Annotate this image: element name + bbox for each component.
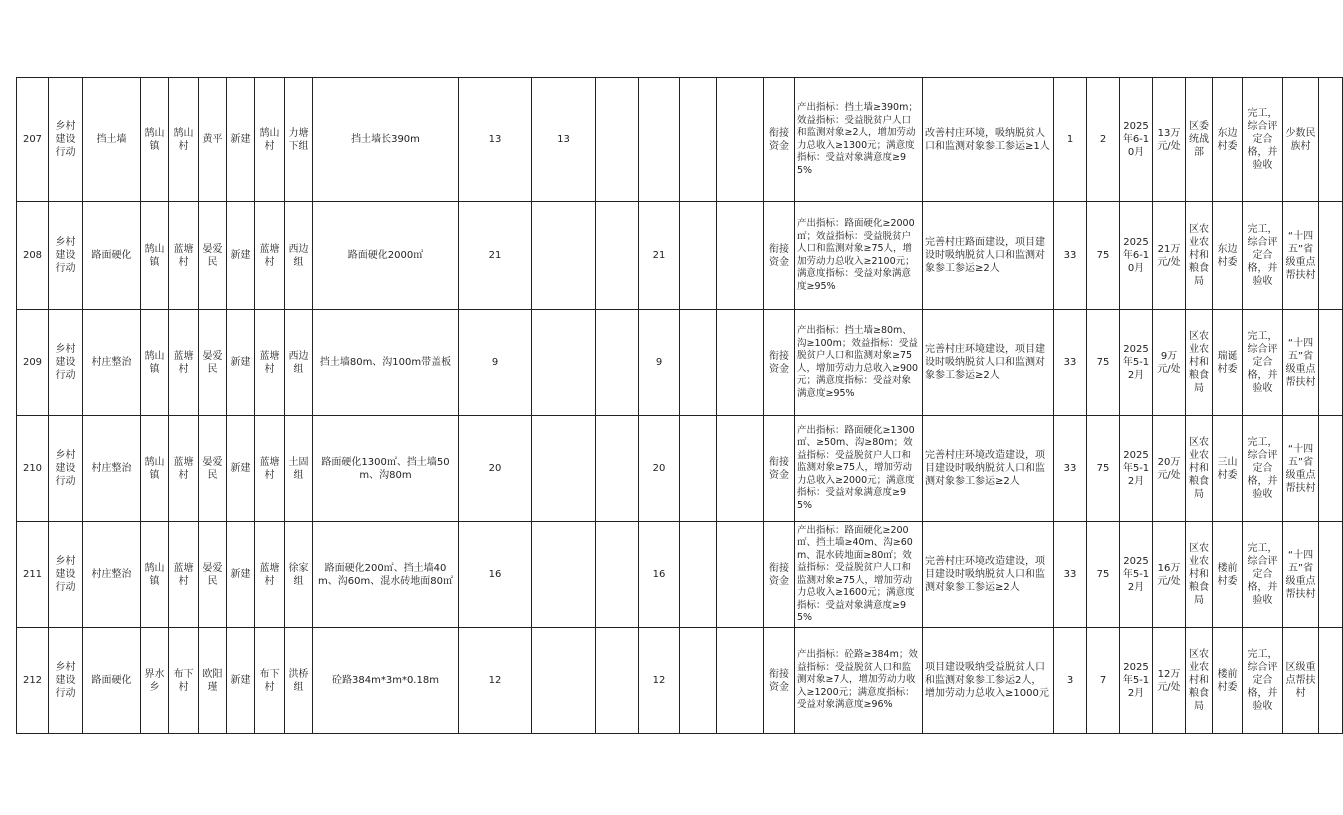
total-investment-cell: 12 [459, 628, 532, 734]
fund-col-2-cell [596, 310, 639, 416]
note-cell: “十四五”省级重点帮扶村 [1283, 310, 1319, 416]
location-village-cell: 蓝塘村 [255, 202, 285, 310]
fund-col-3-cell [639, 78, 680, 202]
fund-col-5-cell [717, 310, 764, 416]
fund-col-3-cell: 20 [639, 416, 680, 522]
row-number: 207 [17, 78, 49, 202]
responsible-person-cell: 晏爱民 [199, 416, 227, 522]
fund-source-cell: 衔接资金 [764, 628, 795, 734]
fund-col-4-cell [680, 310, 717, 416]
responsible-person-cell: 晏爱民 [199, 310, 227, 416]
period-cell: 2025年5-12月 [1120, 416, 1153, 522]
acceptance-cell: 完工，综合评定合格，并验收 [1243, 416, 1283, 522]
project-type-cell: 路面硬化 [83, 202, 141, 310]
note-cell: “十四五”省级重点帮扶村 [1283, 202, 1319, 310]
fund-col-2-cell [596, 628, 639, 734]
subsidy-standard-cell: 12万元/处 [1153, 628, 1186, 734]
table-row [17, 78, 1343, 202]
performance-indicators-cell: 产出指标：路面硬化≥2000㎡；效益指标：受益脱贫户人口和监测对象≥75人，增加劳动力总收入≥2100元；满意度指标：受益对象满意度≥95% [795, 202, 923, 310]
fund-col-5-cell [717, 78, 764, 202]
fund-col-5-cell [717, 522, 764, 628]
location-group-cell: 西边组 [285, 202, 313, 310]
location-village-cell: 蓝塘村 [255, 416, 285, 522]
responsible-person-cell: 晏爱民 [199, 522, 227, 628]
table-row [17, 628, 1343, 734]
empty-cell [1319, 310, 1343, 416]
location-group-cell: 西边组 [285, 310, 313, 416]
fund-col-2-cell [596, 416, 639, 522]
village-cell: 蓝塘村 [169, 416, 199, 522]
fund-col-4-cell [680, 522, 717, 628]
location-village-cell: 蓝塘村 [255, 522, 285, 628]
fund-col-4-cell [680, 628, 717, 734]
table-row [17, 202, 1343, 310]
fund-col-3-cell: 9 [639, 310, 680, 416]
subsidy-standard-cell: 21万元/处 [1153, 202, 1186, 310]
fund-col-1-cell: 13 [532, 78, 596, 202]
persons-cell: 75 [1087, 310, 1120, 416]
benefit-mechanism-cell: 完善村庄环境改造建设，项目建设时吸纳脱贫人口和监测对象参工参运≥2人 [923, 522, 1054, 628]
empty-cell [1319, 416, 1343, 522]
fund-col-2-cell [596, 202, 639, 310]
subsidy-standard-cell: 13万元/处 [1153, 78, 1186, 202]
village-cell: 布下村 [169, 628, 199, 734]
town-cell: 鹄山镇 [141, 78, 169, 202]
category-cell: 乡村建设行动 [49, 522, 83, 628]
fund-col-3-cell: 21 [639, 202, 680, 310]
subsidy-standard-cell: 16万元/处 [1153, 522, 1186, 628]
acceptance-cell: 完工，综合评定合格，并验收 [1243, 628, 1283, 734]
households-cell: 1 [1054, 78, 1087, 202]
build-nature-cell: 新建 [227, 416, 255, 522]
households-cell: 3 [1054, 628, 1087, 734]
implementer-cell: 东边村委 [1213, 78, 1243, 202]
location-group-cell: 洪桥组 [285, 628, 313, 734]
location-village-cell: 鹄山村 [255, 78, 285, 202]
performance-indicators-cell: 产出指标：路面硬化≥200㎡、挡土墙≥40m、沟≥60m、混水砖地面≥80㎡；效益指标：受益脱贫户人口和监测对象≥75人，增加劳动力总收入≥1600元；满意度指标：受益对象满意度≥95% [795, 522, 923, 628]
total-investment-cell: 13 [459, 78, 532, 202]
implementer-cell: 东边村委 [1213, 202, 1243, 310]
project-type-cell: 路面硬化 [83, 628, 141, 734]
empty-cell [1319, 78, 1343, 202]
total-investment-cell: 21 [459, 202, 532, 310]
fund-col-2-cell [596, 522, 639, 628]
fund-source-cell: 衔接资金 [764, 78, 795, 202]
fund-col-4-cell [680, 202, 717, 310]
fund-col-1-cell [532, 522, 596, 628]
persons-cell: 2 [1087, 78, 1120, 202]
total-investment-cell: 16 [459, 522, 532, 628]
construction-content-cell: 路面硬化2000㎡ [313, 202, 459, 310]
town-cell: 鹄山镇 [141, 522, 169, 628]
subsidy-standard-cell: 9万元/处 [1153, 310, 1186, 416]
fund-col-3-cell: 12 [639, 628, 680, 734]
fund-col-4-cell [680, 78, 717, 202]
implementer-cell: 楼前村委 [1213, 628, 1243, 734]
table-row [17, 522, 1343, 628]
fund-col-4-cell [680, 416, 717, 522]
subsidy-standard-cell: 20万元/处 [1153, 416, 1186, 522]
build-nature-cell: 新建 [227, 522, 255, 628]
period-cell: 2025年5-12月 [1120, 628, 1153, 734]
category-cell: 乡村建设行动 [49, 202, 83, 310]
category-cell: 乡村建设行动 [49, 416, 83, 522]
persons-cell: 75 [1087, 416, 1120, 522]
empty-cell [1319, 522, 1343, 628]
village-cell: 蓝塘村 [169, 202, 199, 310]
department-cell: 区农业农村和粮食局 [1186, 628, 1213, 734]
persons-cell: 7 [1087, 628, 1120, 734]
fund-source-cell: 衔接资金 [764, 416, 795, 522]
location-village-cell: 蓝塘村 [255, 310, 285, 416]
project-type-cell: 村庄整治 [83, 310, 141, 416]
benefit-mechanism-cell: 改善村庄环境，吸纳脱贫人口和监测对象参工参运≥1人 [923, 78, 1054, 202]
total-investment-cell: 20 [459, 416, 532, 522]
acceptance-cell: 完工，综合评定合格，并验收 [1243, 522, 1283, 628]
category-cell: 乡村建设行动 [49, 310, 83, 416]
households-cell: 33 [1054, 416, 1087, 522]
implementer-cell: 三山村委 [1213, 416, 1243, 522]
fund-col-5-cell [717, 202, 764, 310]
town-cell: 鹄山镇 [141, 310, 169, 416]
note-cell: “十四五”省级重点帮扶村 [1283, 522, 1319, 628]
benefit-mechanism-cell: 完善村庄路面建设，项目建设时吸纳脱贫人口和监测对象参工参运≥2人 [923, 202, 1054, 310]
town-cell: 界水乡 [141, 628, 169, 734]
village-cell: 蓝塘村 [169, 522, 199, 628]
performance-indicators-cell: 产出指标：路面硬化≥1300㎡、≥50m、沟≥80m；效益指标：受益脱贫户人口和监测对象≥75人，增加劳动力总收入≥2000元；满意度指标：受益对象满意度≥95% [795, 416, 923, 522]
acceptance-cell: 完工，综合评定合格，并验收 [1243, 202, 1283, 310]
build-nature-cell: 新建 [227, 628, 255, 734]
benefit-mechanism-cell: 完善村庄环境建设，项目建设时吸纳脱贫人口和监测对象参工参运≥2人 [923, 310, 1054, 416]
fund-col-1-cell [532, 416, 596, 522]
location-group-cell: 土固组 [285, 416, 313, 522]
responsible-person-cell: 欧阳瑾 [199, 628, 227, 734]
row-number: 211 [17, 522, 49, 628]
fund-col-2-cell [596, 78, 639, 202]
build-nature-cell: 新建 [227, 78, 255, 202]
town-cell: 鹄山镇 [141, 202, 169, 310]
category-cell: 乡村建设行动 [49, 78, 83, 202]
persons-cell: 75 [1087, 202, 1120, 310]
note-cell: 少数民族村 [1283, 78, 1319, 202]
fund-col-1-cell [532, 628, 596, 734]
fund-col-3-cell: 16 [639, 522, 680, 628]
town-cell: 鹄山镇 [141, 416, 169, 522]
construction-content-cell: 挡土墙80m、沟100m带盖板 [313, 310, 459, 416]
fund-col-1-cell [532, 202, 596, 310]
project-type-cell: 村庄整治 [83, 522, 141, 628]
construction-content-cell: 挡土墙长390m [313, 78, 459, 202]
performance-indicators-cell: 产出指标：砼路≥384m；效益指标：受益脱贫人口和监测对象≥7人，增加劳动力收入≥1200元；满意度指标：受益对象满意度≥96% [795, 628, 923, 734]
households-cell: 33 [1054, 310, 1087, 416]
note-cell: “十四五”省级重点帮扶村 [1283, 416, 1319, 522]
project-type-cell: 挡土墙 [83, 78, 141, 202]
village-cell: 鹄山村 [169, 78, 199, 202]
responsible-person-cell: 晏爱民 [199, 202, 227, 310]
department-cell: 区委统战部 [1186, 78, 1213, 202]
category-cell: 乡村建设行动 [49, 628, 83, 734]
benefit-mechanism-cell: 完善村庄环境改造建设，项目建设时吸纳脱贫人口和监测对象参工参运≥2人 [923, 416, 1054, 522]
implementer-cell: 楼前村委 [1213, 522, 1243, 628]
village-cell: 蓝塘村 [169, 310, 199, 416]
responsible-person-cell: 黄平 [199, 78, 227, 202]
fund-source-cell: 衔接资金 [764, 522, 795, 628]
persons-cell: 75 [1087, 522, 1120, 628]
row-number: 208 [17, 202, 49, 310]
department-cell: 区农业农村和粮食局 [1186, 310, 1213, 416]
period-cell: 2025年6-10月 [1120, 202, 1153, 310]
period-cell: 2025年6-10月 [1120, 78, 1153, 202]
period-cell: 2025年5-12月 [1120, 310, 1153, 416]
fund-col-5-cell [717, 628, 764, 734]
build-nature-cell: 新建 [227, 202, 255, 310]
households-cell: 33 [1054, 202, 1087, 310]
project-type-cell: 村庄整治 [83, 416, 141, 522]
empty-cell [1319, 202, 1343, 310]
note-cell: 区级重点帮扶村 [1283, 628, 1319, 734]
construction-content-cell: 路面硬化200㎡、挡土墙40m、沟60m、混水砖地面80㎡ [313, 522, 459, 628]
fund-source-cell: 衔接资金 [764, 202, 795, 310]
location-village-cell: 布下村 [255, 628, 285, 734]
project-table [16, 77, 1343, 734]
build-nature-cell: 新建 [227, 310, 255, 416]
table-row [17, 416, 1343, 522]
performance-indicators-cell: 产出指标：挡土墙≥80m、沟≥100m；效益指标：受益脱贫户人口和监测对象≥75人，增加劳动力总收入≥900元；满意度指标：受益对象满意度≥95% [795, 310, 923, 416]
households-cell: 33 [1054, 522, 1087, 628]
construction-content-cell: 砼路384m*3m*0.18m [313, 628, 459, 734]
row-number: 210 [17, 416, 49, 522]
period-cell: 2025年5-12月 [1120, 522, 1153, 628]
fund-col-1-cell [532, 310, 596, 416]
implementer-cell: 瑞诞村委 [1213, 310, 1243, 416]
total-investment-cell: 9 [459, 310, 532, 416]
location-group-cell: 徐家组 [285, 522, 313, 628]
table-row [17, 310, 1343, 416]
row-number: 212 [17, 628, 49, 734]
construction-content-cell: 路面硬化1300㎡、挡土墙50m、沟80m [313, 416, 459, 522]
acceptance-cell: 完工，综合评定合格，并验收 [1243, 310, 1283, 416]
benefit-mechanism-cell: 项目建设吸纳受益脱贫人口和监测对象参工参运2人，增加劳动力总收入≥1000元 [923, 628, 1054, 734]
performance-indicators-cell: 产出指标：挡土墙≥390m；效益指标：受益脱贫户人口和监测对象≥2人，增加劳动力总收入≥1300元；满意度指标：受益对象满意度≥95% [795, 78, 923, 202]
fund-col-5-cell [717, 416, 764, 522]
row-number: 209 [17, 310, 49, 416]
department-cell: 区农业农村和粮食局 [1186, 522, 1213, 628]
fund-source-cell: 衔接资金 [764, 310, 795, 416]
empty-cell [1319, 628, 1343, 734]
location-group-cell: 力塘下组 [285, 78, 313, 202]
department-cell: 区农业农村和粮食局 [1186, 202, 1213, 310]
acceptance-cell: 完工，综合评定合格，并验收 [1243, 78, 1283, 202]
department-cell: 区农业农村和粮食局 [1186, 416, 1213, 522]
